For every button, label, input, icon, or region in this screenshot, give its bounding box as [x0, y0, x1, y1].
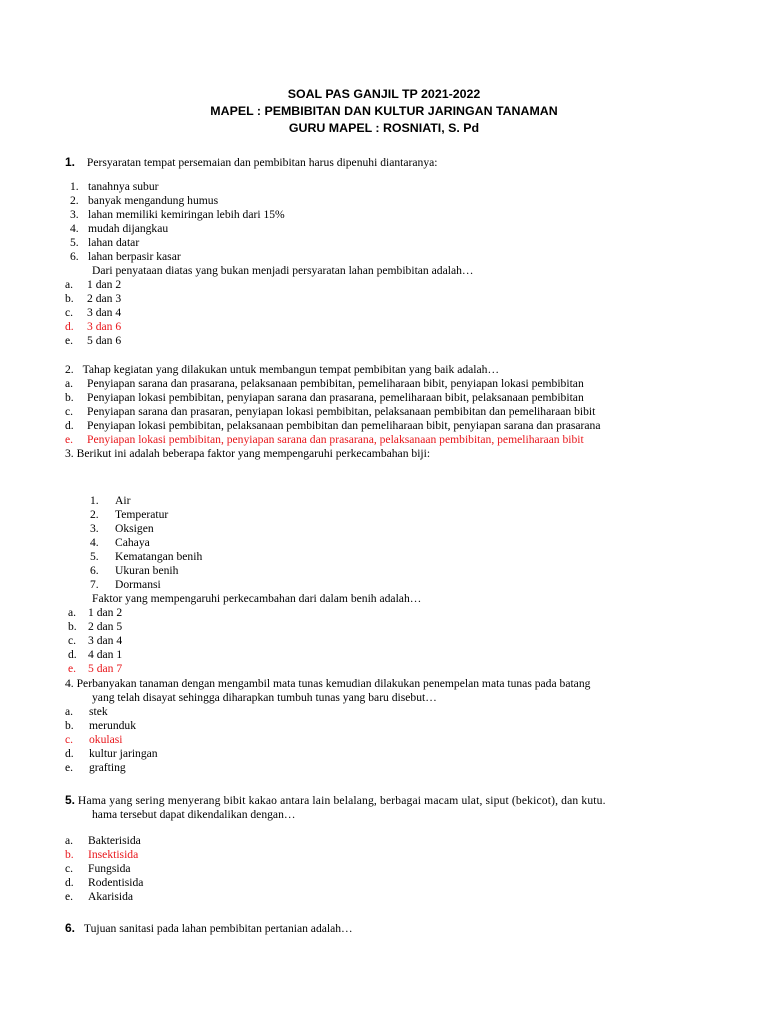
- correct-answer-option: c. okulasi: [65, 733, 123, 746]
- document-header: [0, 86, 768, 137]
- question-number: 2.: [65, 363, 74, 376]
- question-4: [65, 677, 590, 691]
- question-prompt: Dari penyataan diatas yang bukan menjadi persyaratan lahan pembibitan adalah…: [92, 264, 474, 277]
- list-item: 1. Air: [90, 494, 131, 507]
- question-text: Persyaratan tempat persemaian dan pembibitan harus dipenuhi diantaranya:: [86, 156, 438, 169]
- correct-answer-option: e. 5 dan 7: [68, 662, 123, 675]
- question-text: Hama yang sering menyerang bibit kakao antara lain belalang, berbagai macam ulat, siput (bekicot), dan kutu.: [77, 794, 606, 807]
- question-1: [65, 155, 438, 170]
- answer-option: e. grafting: [65, 761, 126, 774]
- answer-option: e. Akarisida: [65, 890, 134, 903]
- answer-option: c. 3 dan 4: [68, 634, 123, 647]
- list-item: 4. Cahaya: [90, 536, 150, 549]
- list-item: 7. Dormansi: [90, 578, 161, 591]
- question-number: 4.: [65, 677, 74, 690]
- answer-option: e. 5 dan 6: [65, 334, 122, 347]
- answer-option: c. 3 dan 4: [65, 306, 122, 319]
- question-6: [65, 921, 353, 936]
- correct-answer-option: b. Insektisida: [65, 848, 139, 861]
- answer-option: d. kultur jaringan: [65, 747, 158, 760]
- exam-title: SOAL PAS GANJIL TP 2021-2022: [287, 87, 481, 101]
- list-item: 5. lahan datar: [70, 236, 140, 249]
- answer-option: a. Bakterisida: [65, 834, 141, 847]
- question-text: Tahap kegiatan yang dilakukan untuk membangun tempat pembibitan yang baik adalah…: [82, 363, 500, 376]
- question-number: 6.: [65, 921, 76, 935]
- list-item: 2. Temperatur: [90, 508, 169, 521]
- list-item: 6. lahan berpasir kasar: [70, 250, 181, 263]
- answer-option: a. Penyiapan sarana dan prasarana, pelaksanaan pembibitan, pemeliharaan bibit, penyiapan lokasi pembibitan: [65, 377, 584, 390]
- list-item: 1. tanahnya subur: [70, 180, 159, 193]
- question-5: [65, 793, 606, 808]
- list-item: 4. mudah dijangkau: [70, 222, 169, 235]
- answer-option: b. merunduk: [65, 719, 137, 732]
- question-text-continued: yang telah disayat sehingga diharapkan tumbuh tunas yang baru disebut…: [92, 691, 437, 704]
- list-item: 6. Ukuran benih: [90, 564, 179, 577]
- list-item: 3. Oksigen: [90, 522, 154, 535]
- answer-option: a. 1 dan 2: [65, 278, 122, 291]
- correct-answer-option: e. Penyiapan lokasi pembibitan, penyiapan sarana dan prasarana, pelaksanaan pembibitan, pemeliharaan bibit: [65, 433, 584, 446]
- list-item: 5. Kematangan benih: [90, 550, 203, 563]
- teacher-name: GURU MAPEL : ROSNIATI, S. Pd: [288, 121, 480, 135]
- question-number: 1.: [65, 155, 76, 169]
- question-number: 3.: [65, 447, 74, 460]
- answer-option: c. Fungsida: [65, 862, 131, 875]
- list-item: 3. lahan memiliki kemiringan lebih dari 15%: [70, 208, 285, 221]
- answer-option: b. Penyiapan lokasi pembibitan, penyiapan sarana dan prasarana, pemeliharaan bibit, pelaksanaan pembibitan: [65, 391, 584, 404]
- answer-option: b. 2 dan 3: [65, 292, 122, 305]
- answer-option: a. stek: [65, 705, 108, 718]
- question-text: Perbanyakan tanaman dengan mengambil mata tunas kemudian dilakukan penempelan mata tunas pada batang: [76, 677, 591, 690]
- correct-answer-option: d. 3 dan 6: [65, 320, 122, 333]
- list-item: 2. banyak mengandung humus: [70, 194, 219, 207]
- answer-option: a. 1 dan 2: [68, 606, 123, 619]
- question-number: 5.: [65, 793, 76, 807]
- answer-option: d. 4 dan 1: [68, 648, 123, 661]
- question-text: Tujuan sanitasi pada lahan pembibitan pertanian adalah…: [83, 922, 353, 935]
- question-text: Berikut ini adalah beberapa faktor yang mempengaruhi perkecambahan biji:: [76, 447, 431, 460]
- question-prompt: Faktor yang mempengaruhi perkecambahan dari dalam benih adalah…: [92, 592, 422, 605]
- question-3: [65, 447, 430, 461]
- answer-option: b. 2 dan 5: [68, 620, 123, 633]
- question-text-continued: hama tersebut dapat dikendalikan dengan…: [92, 808, 296, 821]
- answer-option: c. Penyiapan sarana dan prasaran, penyiapan lokasi pembibitan, pelaksanaan pembibitan dan pemeliharaan bibit: [65, 405, 596, 418]
- answer-option: d. Rodentisida: [65, 876, 144, 889]
- question-2: [65, 363, 499, 377]
- answer-option: d. Penyiapan lokasi pembibitan, pelaksanaan pembibitan dan pemeliharaan bibit, penyiapan sarana dan prasarana: [65, 419, 601, 432]
- subject-title: MAPEL : PEMBIBITAN DAN KULTUR JARINGAN TANAMAN: [210, 104, 558, 118]
